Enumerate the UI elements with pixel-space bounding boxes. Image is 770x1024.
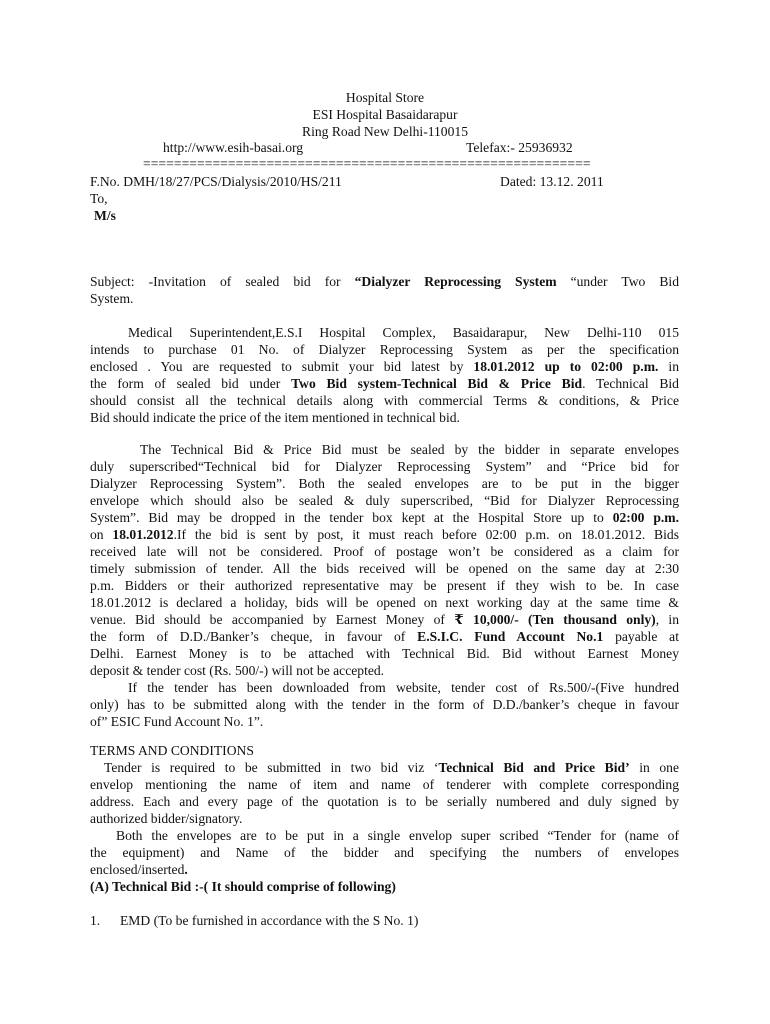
para1-line: Medical Superintendent,E.S.I Hospital Complex, Basaidarapur, New Delhi-110 015 [128, 325, 679, 340]
para2-line: The Technical Bid & Price Bid must be sealed by the bidder in separate envelopes [140, 442, 679, 457]
para1-text: the form of sealed bid under [90, 376, 292, 391]
para3-line: only) has to be submitted along with the tender in the form of D.D./banker’s cheque in favour [90, 697, 679, 712]
para1-line: should consist all the technical details along with commercial Terms & conditions, & Price [90, 393, 679, 408]
list-item-text: EMD (To be furnished in accordance with the S No. 1) [120, 913, 419, 928]
terms-text: Tender is required to be submitted in two bid viz ‘ [104, 760, 439, 775]
drop-date: 18.01.2012 [112, 527, 174, 542]
para1-text: enclosed . You are requested to submit your bid latest by [90, 359, 474, 374]
para2-text: payable at [603, 629, 679, 644]
separator-line: ========================================================== [143, 156, 591, 171]
para2-text: , in [655, 612, 679, 627]
subject-item: “Dialyzer Reprocessing System [354, 274, 557, 289]
two-bid-names: Technical Bid and Price Bid’ [438, 760, 630, 775]
para2-text: venue. Bid should be accompanied by Earnest Money of [90, 612, 455, 627]
para2-text: System”. Bid may be dropped in the tender box kept at the Hospital Store up to [90, 510, 613, 525]
telefax: Telefax:- 25936932 [466, 140, 573, 155]
para3-line: of” ESIC Fund Account No. 1”. [90, 714, 264, 729]
section-a-heading: (A) Technical Bid :-( It should comprise of following) [90, 879, 396, 894]
para1-text: in [658, 359, 679, 374]
para2-text: on [90, 527, 113, 542]
file-number: F.No. DMH/18/27/PCS/Dialysis/2010/HS/211 [90, 174, 342, 189]
para2-line: p.m. Bidders or their authorized representative may be present if they wish to be. In case [90, 578, 679, 593]
subject-pre: Subject: -Invitation of sealed bid for [90, 274, 355, 289]
para1-line: Bid should indicate the price of the item mentioned in technical bid. [90, 410, 460, 425]
paragraph-invitation [90, 324, 679, 426]
store-name: Hospital Store [345, 90, 425, 105]
para3-line: If the tender has been downloaded from website, tender cost of Rs.500/-(Five hundred [128, 680, 679, 695]
list-item-number: 1. [90, 913, 101, 928]
terms-line: the equipment) and Name of the bidder and specifying the numbers of envelopes [90, 845, 679, 860]
para1-line: intends to purchase 01 No. of Dialyzer Reprocessing System as per the specification [90, 342, 679, 357]
terms-line: envelop mentioning the name of item and name of tenderer with complete corresponding [90, 777, 679, 792]
fund-account: E.S.I.C. Fund Account No.1 [417, 629, 604, 644]
para2-line: Dialyzer Reprocessing System”. Both the sealed envelopes are to be put in the bigger [90, 476, 679, 491]
drop-time: 02:00 p.m. [612, 510, 680, 525]
terms-body [90, 759, 679, 878]
para2-line: envelope which should also be sealed & duly superscribed, “Bid for Dialyzer Reprocessing [90, 493, 679, 508]
para2-line: deposit & tender cost (Rs. 500/-) will not be accepted. [90, 663, 385, 678]
terms-text: in one [629, 760, 679, 775]
subject-line2: System. [90, 291, 134, 306]
para2-text: .If the bid is sent by post, it must reach before 02:00 p.m. on 18.01.2012. Bids [173, 527, 679, 542]
para1-text: . Technical Bid [582, 376, 679, 391]
terms-heading: TERMS AND CONDITIONS [90, 743, 254, 758]
addressee-ms: M/s [94, 208, 116, 223]
para2-line: timely submission of tender. All the bids received will be opened on the same day at 2:30 [90, 561, 679, 576]
para2-text: the form of D.D./Banker’s cheque, in favour of [90, 629, 418, 644]
earnest-money: ₹ 10,000/- (Ten thousand only) [454, 612, 656, 627]
terms-line: address. Each and every page of the quotation is to be serially numbered and duly signed by [90, 794, 679, 809]
terms-text: enclosed/inserted [90, 862, 185, 877]
para2-line: Delhi. Earnest Money is to be attached with Technical Bid. Bid without Earnest Money [90, 646, 679, 661]
para2-line: duly superscribed“Technical bid for Dialyzer Reprocessing System” and “Price bid for [90, 459, 679, 474]
bid-deadline: 18.01.2012 up to 02:00 p.m. [473, 359, 659, 374]
terms-line: authorized bidder/signatory. [90, 811, 243, 826]
subject-post: “under Two Bid [556, 274, 679, 289]
subject [90, 273, 679, 307]
hospital-name: ESI Hospital Basaidarapur [312, 107, 458, 122]
terms-line: Both the envelopes are to be put in a single envelop super scribed “Tender for (name of [116, 828, 679, 843]
bid-system: Two Bid system-Technical Bid & Price Bid [291, 376, 583, 391]
para2-line: received late will not be considered. Proof of postage won’t be considered as a claim for [90, 544, 679, 559]
website-link[interactable]: http://www.esih-basai.org [163, 140, 304, 155]
addressee-to: To, [90, 191, 108, 206]
paragraph-download [90, 679, 679, 730]
letter-date: Dated: 13.12. 2011 [500, 174, 604, 189]
paragraph-bid-submission [90, 441, 679, 679]
para2-line: 18.01.2012 is declared a holiday, bids will be opened on next working day at the same time & [90, 595, 679, 610]
terms-text: . [184, 862, 188, 877]
hospital-address: Ring Road New Delhi-110015 [302, 124, 468, 139]
